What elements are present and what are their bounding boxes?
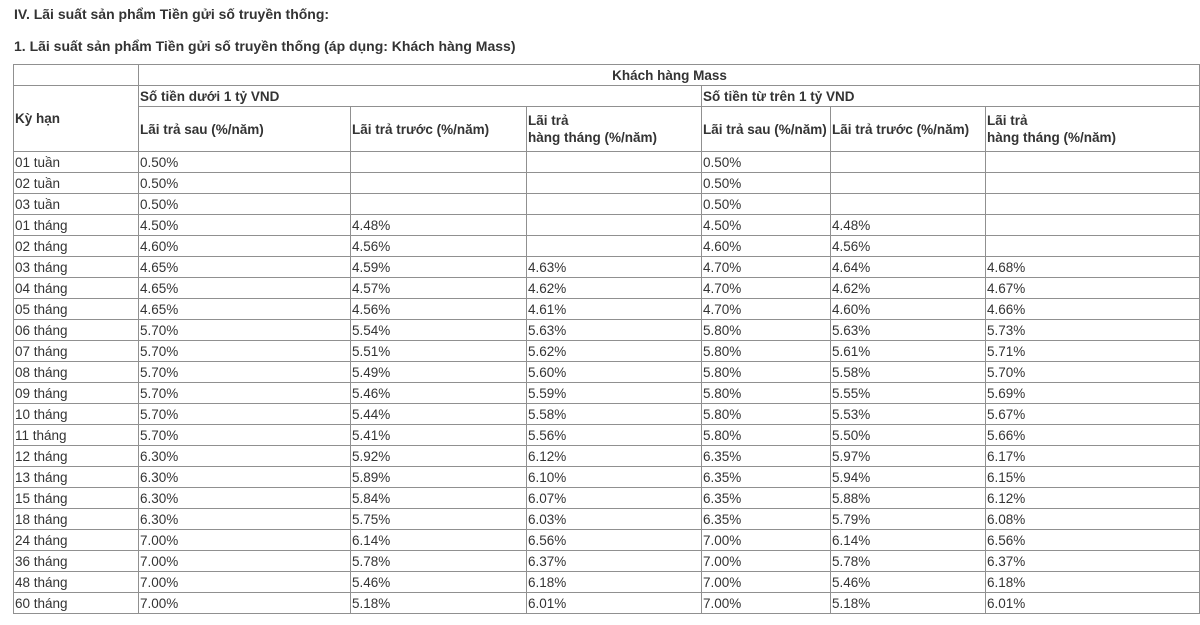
high-pre-rate-cell <box>831 152 986 173</box>
low-monthly-rate-cell: 6.18% <box>527 572 702 593</box>
term-cell: 01 tháng <box>14 215 139 236</box>
table-row <box>14 446 1200 467</box>
table-row <box>14 194 1200 215</box>
low-pre-rate-cell: 6.14% <box>351 530 527 551</box>
low-post-rate-cell: 5.70% <box>139 341 351 362</box>
low-post-rate-cell: 7.00% <box>139 593 351 614</box>
col-header-low-pre: Lãi trả trước (%/năm) <box>351 107 527 152</box>
high-monthly-rate-cell <box>986 152 1200 173</box>
high-pre-rate-cell: 4.48% <box>831 215 986 236</box>
low-monthly-rate-cell: 5.56% <box>527 425 702 446</box>
high-post-rate-cell: 0.50% <box>702 152 831 173</box>
term-cell: 03 tháng <box>14 257 139 278</box>
high-monthly-rate-cell: 5.70% <box>986 362 1200 383</box>
col-header-low-post: Lãi trả sau (%/năm) <box>139 107 351 152</box>
high-monthly-rate-cell: 5.67% <box>986 404 1200 425</box>
high-monthly-rate-cell <box>986 236 1200 257</box>
col-header-low-monthly <box>527 107 702 152</box>
table-row <box>14 383 1200 404</box>
high-post-rate-cell: 5.80% <box>702 404 831 425</box>
high-pre-rate-cell: 5.63% <box>831 320 986 341</box>
low-post-rate-cell: 4.65% <box>139 299 351 320</box>
term-cell: 02 tháng <box>14 236 139 257</box>
term-cell: 04 tháng <box>14 278 139 299</box>
term-cell: 15 tháng <box>14 488 139 509</box>
col-header-high-monthly <box>986 107 1200 152</box>
col-header-high-post: Lãi trả sau (%/năm) <box>702 107 831 152</box>
high-post-rate-cell: 6.35% <box>702 446 831 467</box>
low-post-rate-cell: 4.65% <box>139 257 351 278</box>
high-post-rate-cell: 6.35% <box>702 509 831 530</box>
table-row <box>14 425 1200 446</box>
table-row <box>14 593 1200 614</box>
low-pre-rate-cell: 5.84% <box>351 488 527 509</box>
low-monthly-rate-cell: 6.37% <box>527 551 702 572</box>
low-monthly-rate-cell: 6.10% <box>527 467 702 488</box>
high-monthly-rate-cell: 6.56% <box>986 530 1200 551</box>
low-monthly-rate-cell: 5.62% <box>527 341 702 362</box>
low-pre-rate-cell: 5.78% <box>351 551 527 572</box>
low-pre-rate-cell: 5.41% <box>351 425 527 446</box>
low-pre-rate-cell: 5.89% <box>351 467 527 488</box>
low-post-rate-cell: 6.30% <box>139 446 351 467</box>
low-monthly-rate-cell <box>527 194 702 215</box>
low-monthly-rate-cell: 6.07% <box>527 488 702 509</box>
header-row-columns <box>14 107 1200 152</box>
table-row <box>14 530 1200 551</box>
high-pre-rate-cell <box>831 173 986 194</box>
low-monthly-rate-cell: 6.01% <box>527 593 702 614</box>
high-post-rate-cell: 6.35% <box>702 467 831 488</box>
high-monthly-rate-cell <box>986 215 1200 236</box>
low-monthly-rate-cell <box>527 236 702 257</box>
term-cell: 48 tháng <box>14 572 139 593</box>
low-pre-rate-cell: 5.92% <box>351 446 527 467</box>
high-post-rate-cell: 5.80% <box>702 425 831 446</box>
low-post-rate-cell: 4.60% <box>139 236 351 257</box>
col-header-line: hàng tháng (%/năm) <box>987 130 1116 145</box>
term-cell: 18 tháng <box>14 509 139 530</box>
table-row <box>14 236 1200 257</box>
term-cell: 03 tuần <box>14 194 139 215</box>
low-pre-rate-cell: 5.46% <box>351 572 527 593</box>
high-monthly-rate-cell: 4.68% <box>986 257 1200 278</box>
term-cell: 12 tháng <box>14 446 139 467</box>
low-pre-rate-cell: 5.44% <box>351 404 527 425</box>
high-post-rate-cell: 7.00% <box>702 530 831 551</box>
low-post-rate-cell: 4.50% <box>139 215 351 236</box>
term-cell: 02 tuần <box>14 173 139 194</box>
table-row <box>14 278 1200 299</box>
high-post-rate-cell: 4.50% <box>702 215 831 236</box>
low-pre-rate-cell: 5.54% <box>351 320 527 341</box>
table-row <box>14 467 1200 488</box>
term-cell: 10 tháng <box>14 404 139 425</box>
term-cell: 07 tháng <box>14 341 139 362</box>
term-cell: 60 tháng <box>14 593 139 614</box>
term-cell: 09 tháng <box>14 383 139 404</box>
high-pre-rate-cell: 5.61% <box>831 341 986 362</box>
high-pre-rate-cell: 5.50% <box>831 425 986 446</box>
high-pre-rate-cell: 5.46% <box>831 572 986 593</box>
low-post-rate-cell: 5.70% <box>139 362 351 383</box>
high-monthly-rate-cell: 5.73% <box>986 320 1200 341</box>
high-post-rate-cell: 4.70% <box>702 278 831 299</box>
high-post-rate-cell: 5.80% <box>702 383 831 404</box>
high-pre-rate-cell: 6.14% <box>831 530 986 551</box>
low-monthly-rate-cell: 5.60% <box>527 362 702 383</box>
high-monthly-rate-cell <box>986 194 1200 215</box>
high-monthly-rate-cell: 5.69% <box>986 383 1200 404</box>
high-post-rate-cell: 6.35% <box>702 488 831 509</box>
high-pre-rate-cell: 5.94% <box>831 467 986 488</box>
high-monthly-rate-cell: 4.67% <box>986 278 1200 299</box>
low-monthly-rate-cell: 4.63% <box>527 257 702 278</box>
low-pre-rate-cell: 5.51% <box>351 341 527 362</box>
high-post-rate-cell: 4.70% <box>702 257 831 278</box>
high-pre-rate-cell: 5.97% <box>831 446 986 467</box>
low-monthly-rate-cell: 4.62% <box>527 278 702 299</box>
low-pre-rate-cell <box>351 194 527 215</box>
group-header: Khách hàng Mass <box>139 65 1200 86</box>
low-pre-rate-cell: 5.75% <box>351 509 527 530</box>
high-monthly-rate-cell: 4.66% <box>986 299 1200 320</box>
high-monthly-rate-cell <box>986 173 1200 194</box>
table-row <box>14 215 1200 236</box>
col-header-high-pre: Lãi trả trước (%/năm) <box>831 107 986 152</box>
table-row <box>14 320 1200 341</box>
low-monthly-rate-cell <box>527 215 702 236</box>
low-pre-rate-cell: 5.46% <box>351 383 527 404</box>
high-pre-rate-cell: 5.55% <box>831 383 986 404</box>
low-monthly-rate-cell <box>527 152 702 173</box>
high-monthly-rate-cell: 6.01% <box>986 593 1200 614</box>
low-monthly-rate-cell: 6.03% <box>527 509 702 530</box>
high-monthly-rate-cell: 6.12% <box>986 488 1200 509</box>
col-header-line: Lãi trả <box>528 113 569 128</box>
band-high-header: Số tiền từ trên 1 tỷ VND <box>702 86 1200 107</box>
low-monthly-rate-cell: 4.61% <box>527 299 702 320</box>
low-pre-rate-cell: 4.48% <box>351 215 527 236</box>
low-post-rate-cell: 6.30% <box>139 509 351 530</box>
high-pre-rate-cell: 4.62% <box>831 278 986 299</box>
low-post-rate-cell: 6.30% <box>139 467 351 488</box>
high-monthly-rate-cell: 6.18% <box>986 572 1200 593</box>
table-row <box>14 257 1200 278</box>
table-row <box>14 572 1200 593</box>
low-post-rate-cell: 5.70% <box>139 383 351 404</box>
high-pre-rate-cell: 4.56% <box>831 236 986 257</box>
term-cell: 24 tháng <box>14 530 139 551</box>
high-post-rate-cell: 7.00% <box>702 593 831 614</box>
high-post-rate-cell: 7.00% <box>702 551 831 572</box>
table-row <box>14 488 1200 509</box>
high-pre-rate-cell: 5.88% <box>831 488 986 509</box>
table-row <box>14 509 1200 530</box>
low-pre-rate-cell: 5.18% <box>351 593 527 614</box>
high-monthly-rate-cell: 5.71% <box>986 341 1200 362</box>
low-monthly-rate-cell: 5.58% <box>527 404 702 425</box>
rate-table-body <box>14 152 1200 614</box>
high-post-rate-cell: 4.70% <box>702 299 831 320</box>
term-cell: 01 tuần <box>14 152 139 173</box>
table-row <box>14 551 1200 572</box>
low-pre-rate-cell: 5.49% <box>351 362 527 383</box>
table-row <box>14 341 1200 362</box>
low-monthly-rate-cell: 6.12% <box>527 446 702 467</box>
section-heading: IV. Lãi suất sản phẩm Tiền gửi số truyền thống: <box>14 6 330 22</box>
high-post-rate-cell: 5.80% <box>702 320 831 341</box>
low-pre-rate-cell: 4.57% <box>351 278 527 299</box>
high-monthly-rate-cell: 6.08% <box>986 509 1200 530</box>
high-post-rate-cell: 0.50% <box>702 194 831 215</box>
col-header-line: hàng tháng (%/năm) <box>528 130 657 145</box>
low-post-rate-cell: 0.50% <box>139 194 351 215</box>
high-pre-rate-cell: 5.53% <box>831 404 986 425</box>
low-monthly-rate-cell: 6.56% <box>527 530 702 551</box>
term-cell: 11 tháng <box>14 425 139 446</box>
low-pre-rate-cell <box>351 173 527 194</box>
low-post-rate-cell: 7.00% <box>139 530 351 551</box>
term-header: Kỳ hạn <box>14 86 139 152</box>
high-monthly-rate-cell: 6.15% <box>986 467 1200 488</box>
high-post-rate-cell: 0.50% <box>702 173 831 194</box>
high-post-rate-cell: 5.80% <box>702 362 831 383</box>
low-post-rate-cell: 0.50% <box>139 152 351 173</box>
high-monthly-rate-cell: 6.17% <box>986 446 1200 467</box>
low-post-rate-cell: 4.65% <box>139 278 351 299</box>
header-empty-cell <box>14 65 139 86</box>
high-pre-rate-cell: 4.64% <box>831 257 986 278</box>
high-monthly-rate-cell: 5.66% <box>986 425 1200 446</box>
low-post-rate-cell: 7.00% <box>139 551 351 572</box>
header-row-band <box>14 86 1200 107</box>
low-pre-rate-cell: 4.56% <box>351 299 527 320</box>
col-header-line: Lãi trả <box>987 113 1028 128</box>
term-cell: 05 tháng <box>14 299 139 320</box>
table-row <box>14 362 1200 383</box>
high-pre-rate-cell: 5.79% <box>831 509 986 530</box>
low-monthly-rate-cell: 5.59% <box>527 383 702 404</box>
low-pre-rate-cell: 4.59% <box>351 257 527 278</box>
high-pre-rate-cell <box>831 194 986 215</box>
high-pre-rate-cell: 5.18% <box>831 593 986 614</box>
table-row <box>14 404 1200 425</box>
table-row <box>14 299 1200 320</box>
table-row <box>14 152 1200 173</box>
high-post-rate-cell: 4.60% <box>702 236 831 257</box>
header-row-group <box>14 65 1200 86</box>
low-post-rate-cell: 5.70% <box>139 425 351 446</box>
high-pre-rate-cell: 4.60% <box>831 299 986 320</box>
low-post-rate-cell: 0.50% <box>139 173 351 194</box>
high-pre-rate-cell: 5.58% <box>831 362 986 383</box>
low-monthly-rate-cell: 5.63% <box>527 320 702 341</box>
term-cell: 36 tháng <box>14 551 139 572</box>
high-monthly-rate-cell: 6.37% <box>986 551 1200 572</box>
high-post-rate-cell: 7.00% <box>702 572 831 593</box>
low-post-rate-cell: 7.00% <box>139 572 351 593</box>
low-pre-rate-cell <box>351 152 527 173</box>
low-monthly-rate-cell <box>527 173 702 194</box>
table-row <box>14 173 1200 194</box>
low-post-rate-cell: 5.70% <box>139 404 351 425</box>
low-pre-rate-cell: 4.56% <box>351 236 527 257</box>
term-cell: 13 tháng <box>14 467 139 488</box>
term-cell: 08 tháng <box>14 362 139 383</box>
band-low-header: Số tiền dưới 1 tỷ VND <box>139 86 702 107</box>
subsection-heading: 1. Lãi suất sản phẩm Tiền gửi số truyền thống (áp dụng: Khách hàng Mass) <box>14 38 516 54</box>
low-post-rate-cell: 5.70% <box>139 320 351 341</box>
high-post-rate-cell: 5.80% <box>702 341 831 362</box>
high-pre-rate-cell: 5.78% <box>831 551 986 572</box>
interest-rate-table <box>13 64 1200 614</box>
term-cell: 06 tháng <box>14 320 139 341</box>
low-post-rate-cell: 6.30% <box>139 488 351 509</box>
